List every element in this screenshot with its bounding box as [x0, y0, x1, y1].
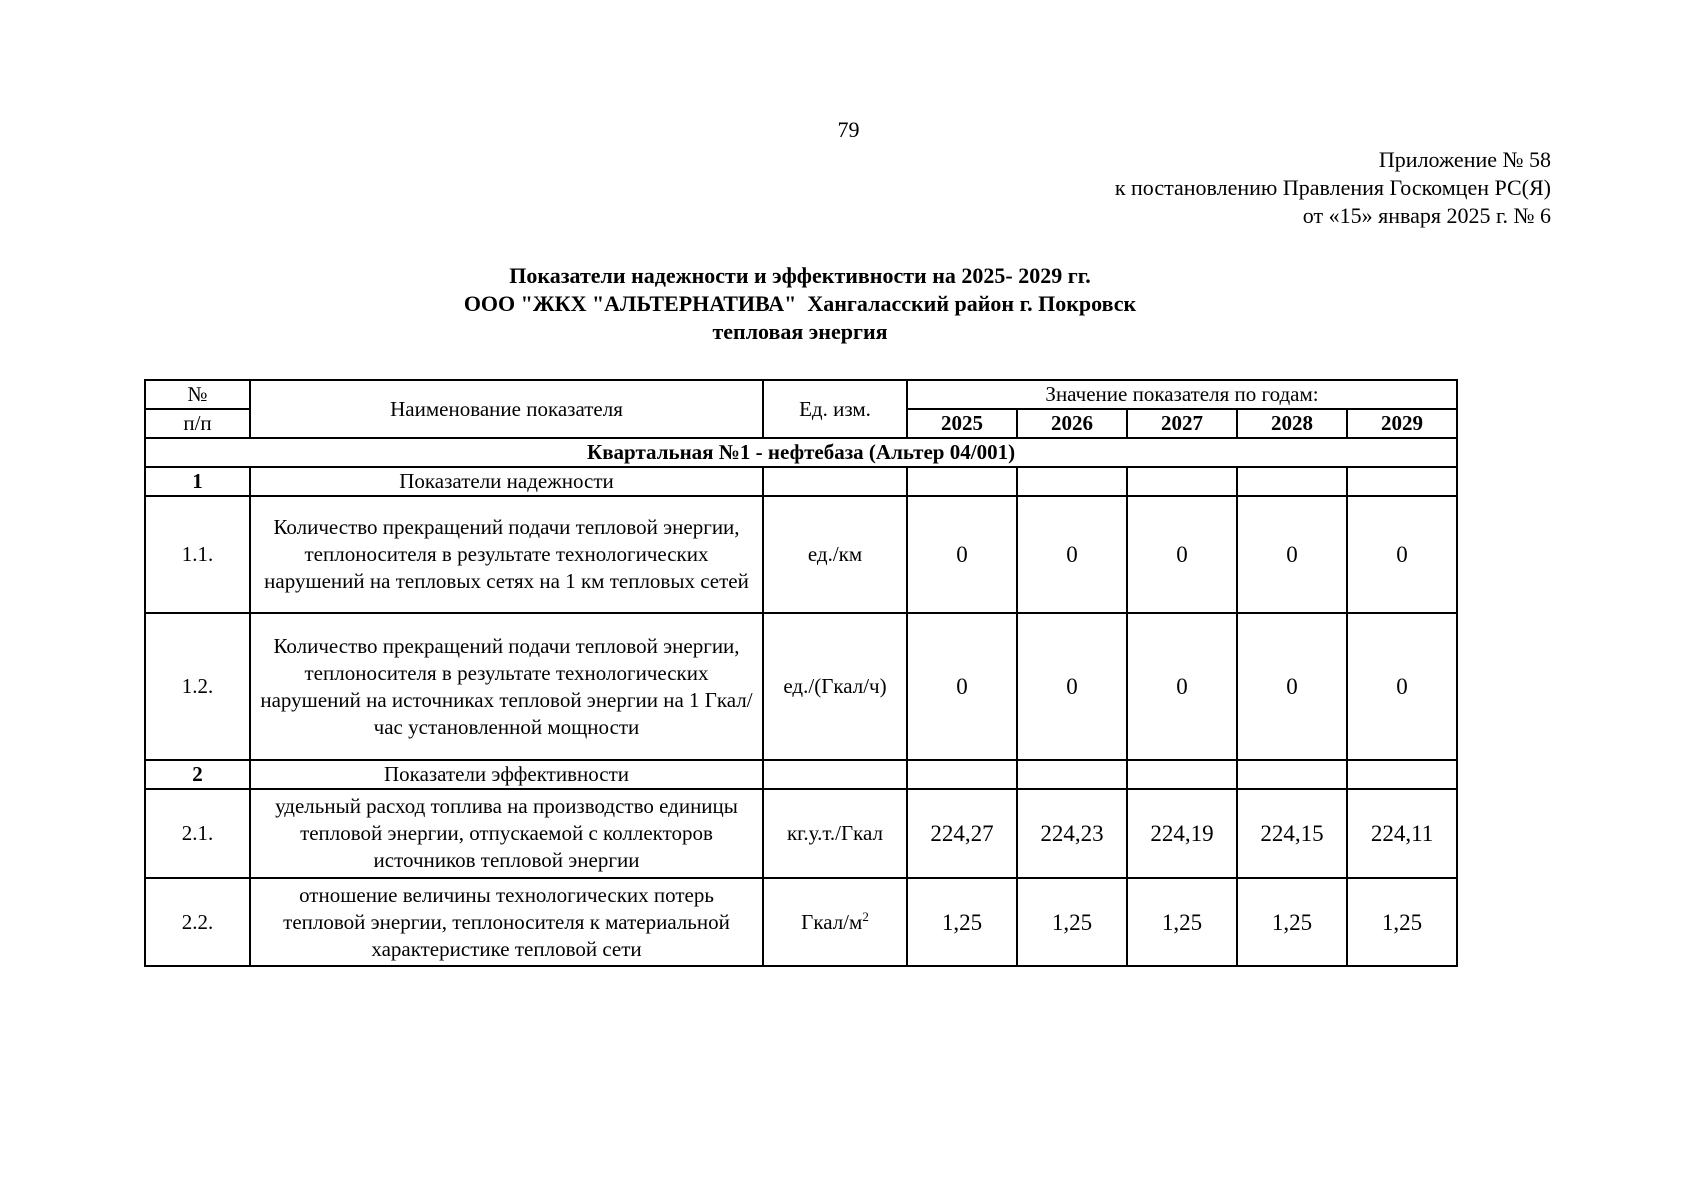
- row-value: 1,25: [1347, 878, 1457, 966]
- section-row-reliability: [145, 467, 1457, 496]
- row-unit: кг.у.т./Гкал: [763, 789, 907, 878]
- page-number: 79: [837, 117, 860, 142]
- empty-cell: [763, 760, 907, 789]
- header-year: 2026: [1017, 409, 1127, 438]
- header-num-top: №: [145, 380, 250, 409]
- row-value: 1,25: [1127, 878, 1237, 966]
- row-value: 0: [1347, 496, 1457, 613]
- annex-reference: [1115, 146, 1551, 230]
- row-value: 224,27: [907, 789, 1017, 878]
- row-value: 224,23: [1017, 789, 1127, 878]
- header-num-bottom: п/п: [145, 409, 250, 438]
- header-year: 2028: [1237, 409, 1347, 438]
- row-name: Количество прекращений подачи тепловой энергии, теплоносителя в результате технологических нарушений на тепловых сетях на 1 км тепловых сетей: [250, 496, 763, 613]
- row-value: 0: [1237, 613, 1347, 760]
- empty-cell: [763, 467, 907, 496]
- header-year: 2025: [907, 409, 1017, 438]
- unit-superscript: 2: [862, 908, 869, 924]
- row-num: 2.2.: [145, 878, 250, 966]
- section-row-efficiency: [145, 760, 1457, 789]
- header-unit: Ед. изм.: [763, 380, 907, 438]
- empty-cell: [907, 467, 1017, 496]
- row-value: 0: [907, 496, 1017, 613]
- row-value: 1,25: [1017, 878, 1127, 966]
- title-line-1: Показатели надежности и эффективности на 2025- 2029 гг.: [509, 263, 1091, 288]
- row-unit: [763, 878, 907, 966]
- empty-cell: [1017, 760, 1127, 789]
- row-value: 0: [1347, 613, 1457, 760]
- empty-cell: [1347, 467, 1457, 496]
- row-value: 1,25: [907, 878, 1017, 966]
- section-num: 1: [145, 467, 250, 496]
- row-value: 0: [907, 613, 1017, 760]
- empty-cell: [1127, 760, 1237, 789]
- row-value: 0: [1127, 496, 1237, 613]
- annex-line-2: к постановлению Правления Госкомцен РС(Я): [1114, 175, 1551, 200]
- title-line-3: тепловая энергия: [712, 319, 888, 344]
- table-row: [145, 789, 1457, 878]
- row-name: отношение величины технологических потерь тепловой энергии, теплоносителя к материальной характеристике тепловой сети: [250, 878, 763, 966]
- empty-cell: [1017, 467, 1127, 496]
- row-name: удельный расход топлива на производство единицы тепловой энергии, отпускаемой с коллекторов источников тепловой энергии: [250, 789, 763, 878]
- table-row: [145, 496, 1457, 613]
- row-num: 2.1.: [145, 789, 250, 878]
- annex-line-3: от «15» января 2025 г. № 6: [1302, 203, 1551, 228]
- row-value: 0: [1127, 613, 1237, 760]
- row-value: 0: [1237, 496, 1347, 613]
- header-year: 2029: [1347, 409, 1457, 438]
- row-value: 224,11: [1347, 789, 1457, 878]
- document-title: [0, 262, 1600, 346]
- object-row: [145, 438, 1457, 467]
- title-line-2: ООО "ЖКХ "АЛЬТЕРНАТИВА" Хангаласский район г. Покровск: [463, 291, 1137, 316]
- empty-cell: [1127, 467, 1237, 496]
- annex-line-1: Приложение № 58: [1378, 147, 1551, 172]
- section-num: 2: [145, 760, 250, 789]
- row-value: 224,19: [1127, 789, 1237, 878]
- section-title: Показатели надежности: [250, 467, 763, 496]
- table-row: [145, 878, 1457, 966]
- empty-cell: [1237, 760, 1347, 789]
- row-num: 1.1.: [145, 496, 250, 613]
- header-name: Наименование показателя: [250, 380, 763, 438]
- indicators-table: [144, 379, 1458, 967]
- header-values: Значение показателя по годам:: [907, 380, 1457, 409]
- section-title: Показатели эффективности: [250, 760, 763, 789]
- object-title: Квартальная №1 - нефтебаза (Альтер 04/001): [145, 438, 1457, 467]
- row-value: 1,25: [1237, 878, 1347, 966]
- header-row-top: [145, 380, 1457, 409]
- empty-cell: [1347, 760, 1457, 789]
- row-value: 0: [1017, 496, 1127, 613]
- row-value: 224,15: [1237, 789, 1347, 878]
- empty-cell: [907, 760, 1017, 789]
- table-row: [145, 613, 1457, 760]
- row-value: 0: [1017, 613, 1127, 760]
- row-num: 1.2.: [145, 613, 250, 760]
- unit-text: Гкал/м: [801, 909, 863, 934]
- header-year: 2027: [1127, 409, 1237, 438]
- row-unit: ед./(Гкал/ч): [763, 613, 907, 760]
- empty-cell: [1237, 467, 1347, 496]
- row-unit: ед./км: [763, 496, 907, 613]
- row-name: Количество прекращений подачи тепловой энергии, теплоносителя в результате технологических нарушений на источниках тепловой энергии на 1 Гкал/час установленной мощности: [250, 613, 763, 760]
